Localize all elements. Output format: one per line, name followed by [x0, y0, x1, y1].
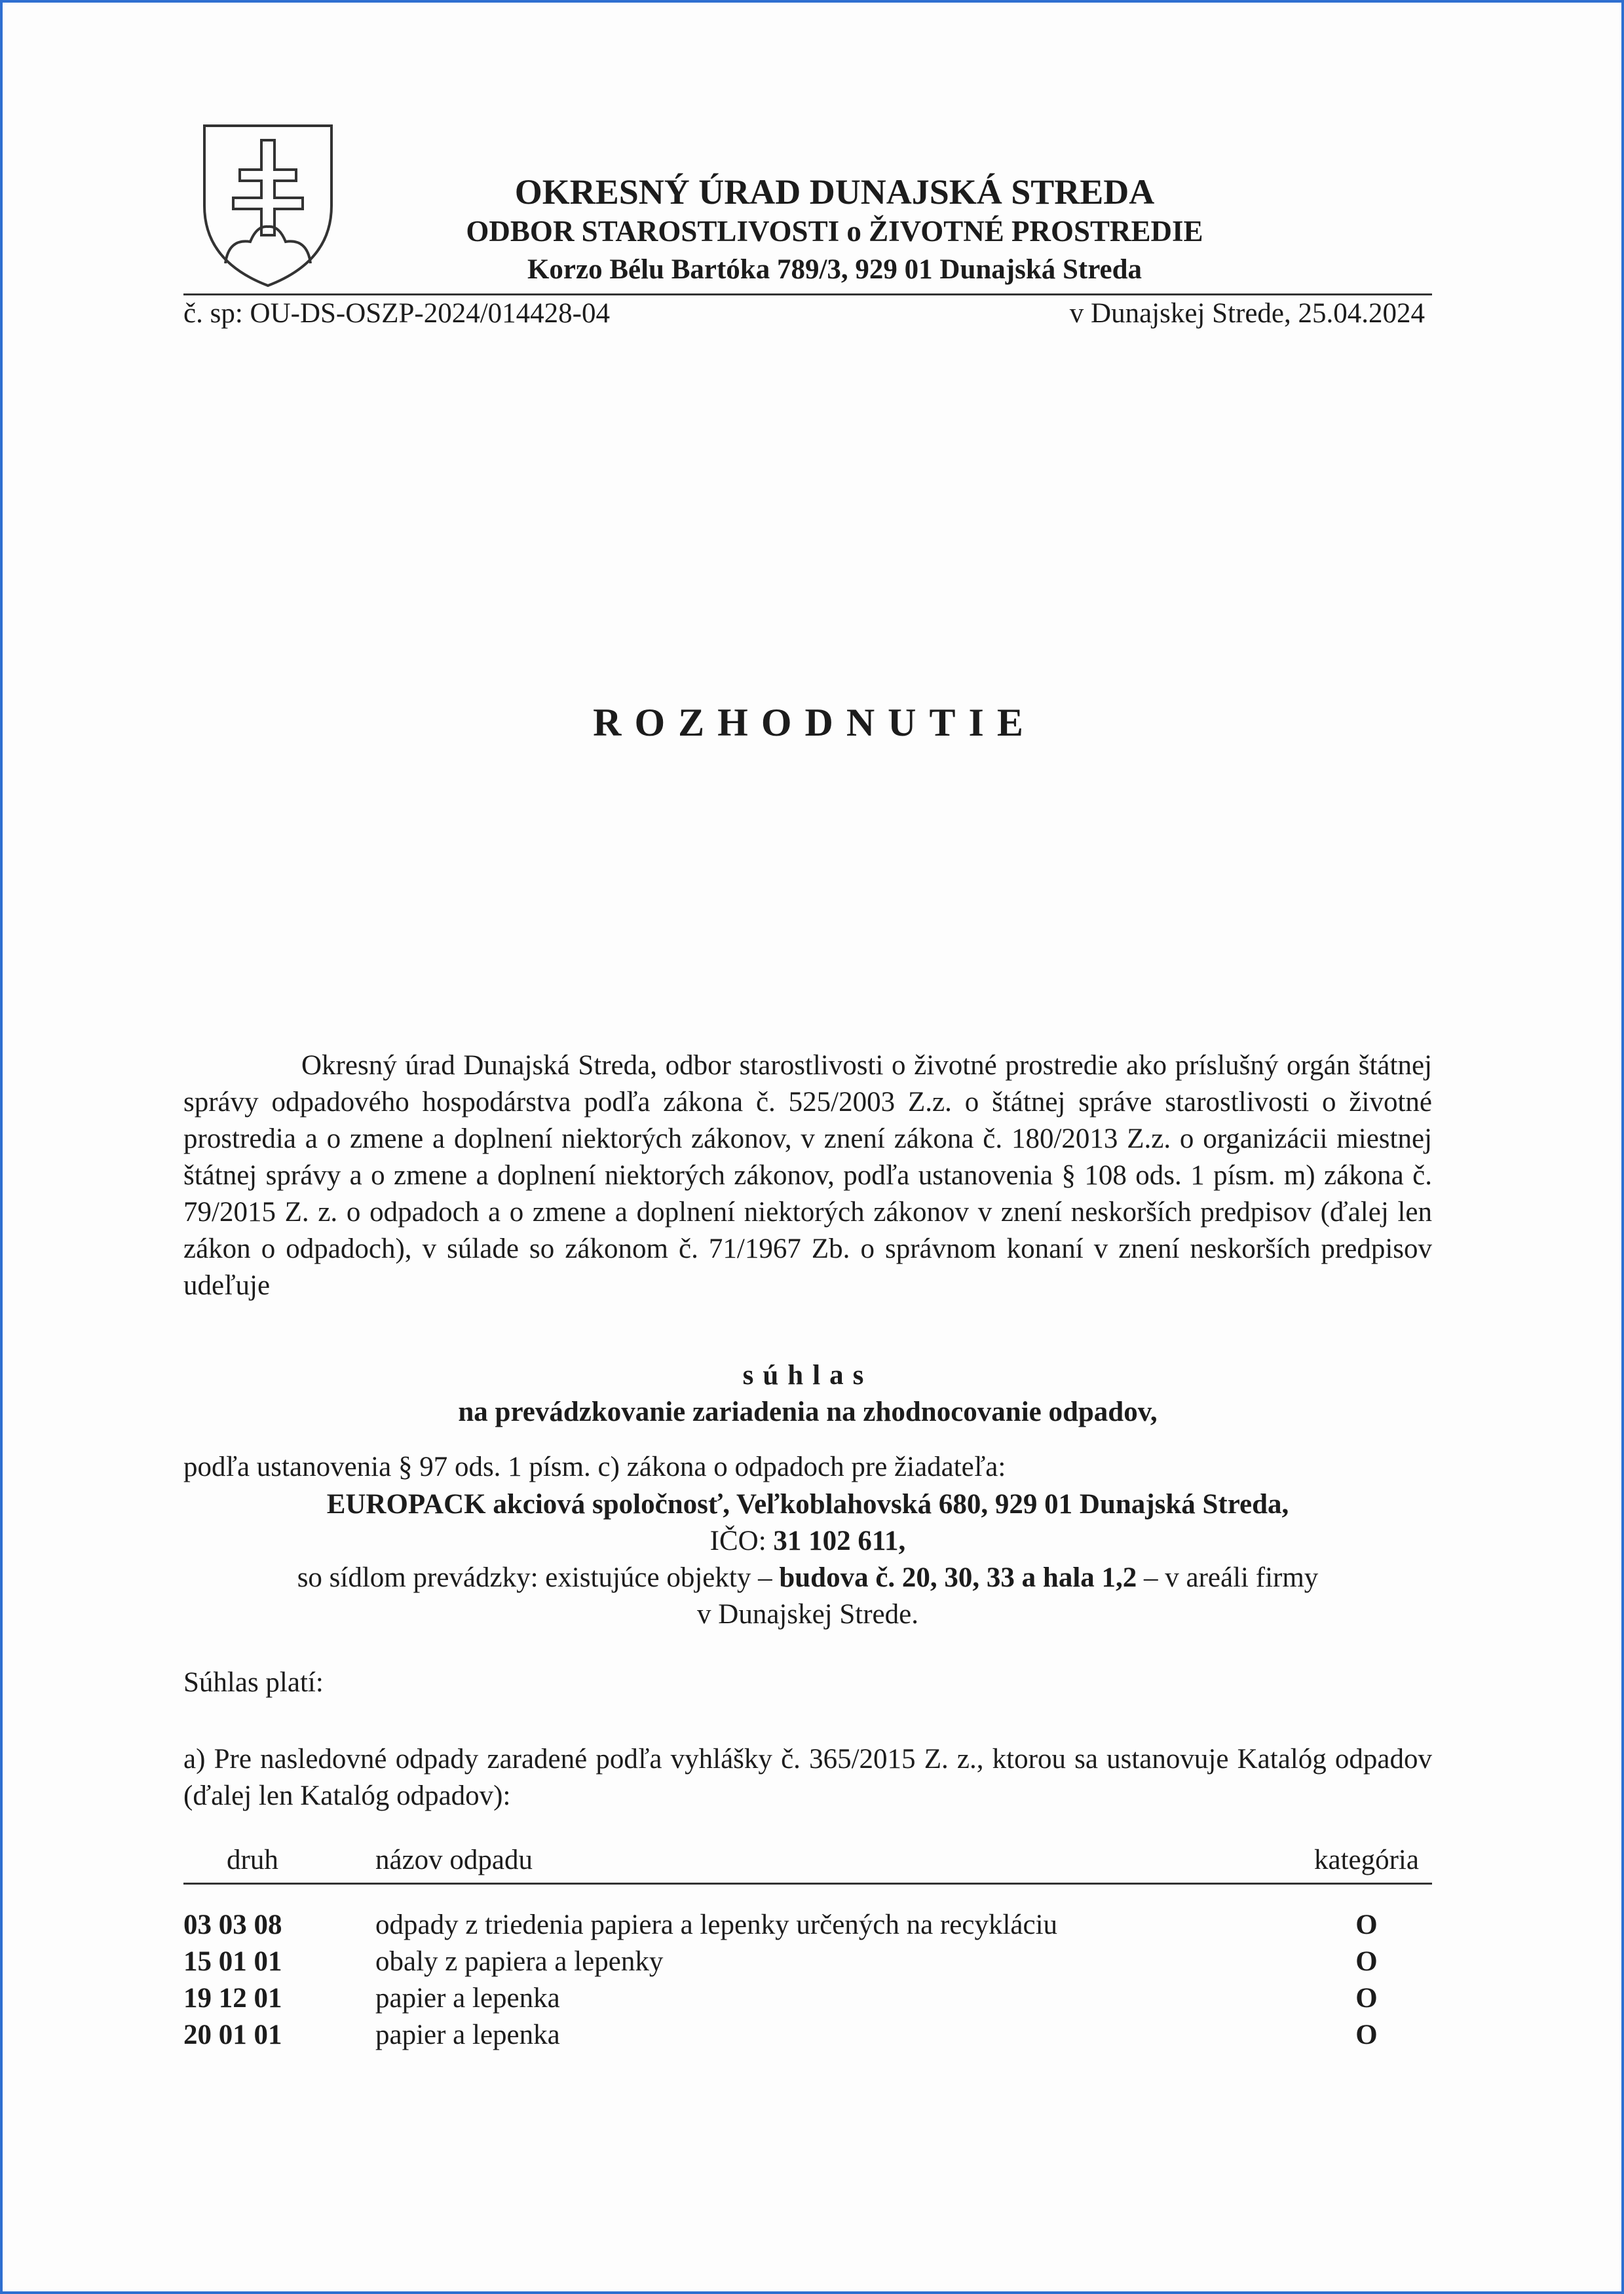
section-a-text: a) Pre nasledovné odpady zaradené podľa vyhlášky č. 365/2015 Z. z., ktorou sa ustanovuje Katalóg odpadov (ďalej len Katalóg odpadov):: [183, 1744, 1432, 1811]
office-address: Korzo Bélu Bartóka 789/3, 929 01 Dunajská Streda: [527, 254, 1142, 285]
table-row: [183, 1944, 1432, 1980]
site-suffix: – v areáli firmy: [1137, 1562, 1319, 1593]
intro-paragraph: Okresný úrad Dunajská Streda, odbor starostlivosti o životné prostredie ako príslušný orgán štátnej správy odpadového hospodárstva podľa zákona č. 525/2003 Z.z. o štátnej správe starostlivosti o životné prostredia a o zmene a doplnení niektorých zákonov, v znení zákona č. 180/2013 Z.z. o organizácii miestnej štátnej správy a o zmene a doplnení niektorých zákonov, podľa ustanovenia § 108 ods. 1 písm. m) zákona č. 79/2015 Z. z. o odpadoch a o zmene a doplnení niektorých zákonov v znení neskorších predpisov (ďalej len zákon o odpadoch), v súlade so zákonom č. 71/1967 Zb. o správnom konaní v znení neskorších predpisov udeľuje: [183, 1050, 1432, 1301]
table-row: [183, 1980, 1432, 2017]
applicant-ico: [183, 1523, 1432, 1560]
applicant-site: [183, 1560, 1432, 1596]
ico-label: IČO:: [709, 1526, 774, 1556]
header-name: názov odpadu: [375, 1842, 1301, 1884]
waste-category: O: [1355, 1909, 1378, 1940]
waste-code: 15 01 01: [183, 1946, 282, 1977]
document-title: ROZHODNUTIE: [593, 701, 1036, 744]
ico-value: 31 102 611,: [773, 1526, 906, 1556]
table-header-row: [183, 1842, 1432, 1884]
table-row: [183, 2017, 1432, 2054]
coat-of-arms-icon: [199, 121, 337, 291]
consent-heading: súhlas: [742, 1360, 873, 1391]
header-category: kategória: [1301, 1842, 1432, 1884]
waste-code: 20 01 01: [183, 2020, 282, 2050]
waste-category: O: [1355, 1983, 1378, 2014]
waste-code: 19 12 01: [183, 1983, 282, 2014]
waste-name: papier a lepenka: [375, 2020, 560, 2050]
waste-category: O: [1355, 1946, 1378, 1977]
applicant-name: EUROPACK akciová spoločnosť, Veľkoblahovská 680, 929 01 Dunajská Streda,: [326, 1489, 1289, 1520]
site-buildings: budova č. 20, 30, 33 a hala 1,2: [779, 1562, 1137, 1593]
waste-table: [183, 1842, 1432, 2054]
site-prefix: so sídlom prevádzky: existujúce objekty –: [297, 1562, 780, 1593]
header-code: druh: [183, 1842, 375, 1884]
reference-number: č. sp: OU-DS-OSZP-2024/014428-04: [183, 298, 610, 329]
table-row: [183, 1907, 1432, 1944]
waste-category: O: [1355, 2020, 1378, 2050]
waste-name: papier a lepenka: [375, 1983, 560, 2014]
applicant-city: v Dunajskej Strede.: [697, 1599, 918, 1630]
consent-purpose: na prevádzkovanie zariadenia na zhodnocovanie odpadov,: [458, 1397, 1158, 1427]
waste-name: odpady z triedenia papiera a lepenky určených na recykláciu: [375, 1909, 1058, 1940]
legal-basis: podľa ustanovenia § 97 ods. 1 písm. c) zákona o odpadoch pre žiadateľa:: [183, 1452, 1006, 1482]
validity-label: Súhlas platí:: [183, 1667, 324, 1698]
document-date: v Dunajskej Strede, 25.04.2024: [1069, 298, 1425, 329]
department-name: ODBOR STAROSTLIVOSTI o ŽIVOTNÉ PROSTREDIE: [466, 215, 1203, 248]
waste-code: 03 03 08: [183, 1909, 282, 1940]
office-name: OKRESNÝ ÚRAD DUNAJSKÁ STREDA: [514, 172, 1155, 212]
header-divider: [183, 293, 1432, 295]
waste-name: obaly z papiera a lepenky: [375, 1946, 664, 1977]
